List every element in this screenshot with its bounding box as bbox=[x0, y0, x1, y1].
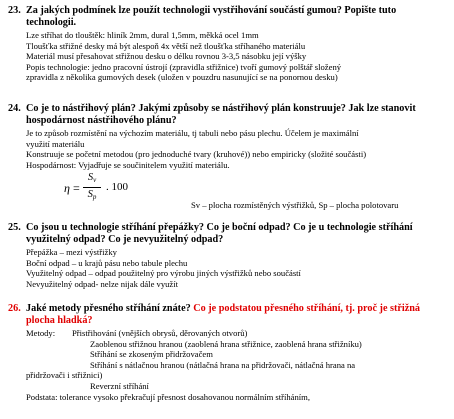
question-number: 25. bbox=[8, 222, 21, 233]
formula-equals: = bbox=[73, 181, 80, 196]
answer-line: Přepážka – mezi výstřižky bbox=[26, 247, 117, 257]
question-number: 23. bbox=[8, 5, 21, 16]
answer-line: Popis technologie: jedno pracovní ústrojí (zpravidla střižnice) tvoří gumový polštář složený bbox=[26, 61, 342, 72]
question-title: Co jsou u technologie stříhání přepážky? Co je boční odpad? Co je u technologie stříhání využitelný odpad? Co je nevyužitelný odpad? bbox=[26, 222, 413, 245]
question-25-heading bbox=[8, 222, 448, 246]
question-number: 26. bbox=[8, 303, 21, 314]
question-24 bbox=[8, 103, 448, 211]
question-title-black: Jaké metody přesného stříhání znáte? bbox=[26, 303, 194, 314]
answer-line: využití materiálu bbox=[26, 138, 85, 149]
question-number: 24. bbox=[8, 103, 21, 114]
answer-line: Boční odpad – u krajů pásu nebo tabule plechu bbox=[26, 257, 188, 268]
question-26-heading bbox=[8, 303, 448, 327]
fraction-bar bbox=[83, 187, 101, 188]
formula-eta: η bbox=[64, 181, 70, 196]
answer-24 bbox=[8, 128, 448, 170]
formula-denominator: Sp bbox=[87, 189, 97, 202]
answer-line: Využitelný odpad – odpad použitelný pro výrobu jiných výstřižků nebo součástí bbox=[26, 268, 301, 279]
answer-line: Hospodárnost: Vyjadřuje se součinitelem využití materiálu. bbox=[26, 159, 230, 170]
question-26 bbox=[8, 303, 448, 402]
formula-numerator: Sv bbox=[87, 172, 97, 185]
question-25 bbox=[8, 222, 448, 289]
answer-25 bbox=[8, 247, 448, 289]
question-23 bbox=[8, 5, 448, 83]
formula-multiplier: . 100 bbox=[106, 181, 128, 194]
methods-block bbox=[8, 328, 448, 370]
answer-line: Konstruuje se početní metodou (pro jednoduché tvary (kruhové)) nebo empiricky (složité součásti) bbox=[26, 149, 367, 160]
answer-23 bbox=[8, 30, 448, 83]
methods-list bbox=[66, 328, 362, 370]
question-title bbox=[8, 303, 448, 327]
answer-line: Je to způsob rozmístění na výchozím materiálu, tj tabuli nebo pásu plechu. Účelem je maximální bbox=[26, 128, 359, 138]
answer-26 bbox=[8, 328, 448, 402]
answer-line: Nevyužitelný odpad- nelze nijak dále využít bbox=[26, 278, 179, 289]
material-utilization-formula bbox=[8, 172, 448, 200]
method-item-continuation: přidržovači i střižnici) bbox=[26, 370, 103, 381]
method-item: Zaoblenou střižnou hranou (zaoblená hrana střižnice, zaoblená hrana střižníku) bbox=[90, 338, 362, 349]
method-item: Stříhání se zkoseným přidržovačem bbox=[90, 349, 213, 360]
question-title-red: Co je podstatou přesného stříhání, tj. proč je střižná plocha hladká? bbox=[26, 303, 421, 326]
formula-legend: Sv – plocha rozmístěných výstřižků, Sp – plocha polotovaru bbox=[191, 200, 399, 211]
methods-label: Metody: bbox=[26, 328, 56, 338]
question-24-heading bbox=[8, 103, 448, 127]
question-title: Za jakých podmínek lze použít technologii vystřihování součástí gumou? Popište tuto technologii. bbox=[26, 5, 397, 28]
method-item: Reverzní stříhání bbox=[90, 380, 149, 391]
answer-line: Lze stříhat do tlouštěk: hliník 2mm, dural 1,5mm, měkká ocel 1mm bbox=[26, 30, 259, 40]
question-title: Co je to nástřihový plán? Jakými způsoby se nástřihový plán konstruuje? Jak lze stanovit hospodárnost nástřihového plánu? bbox=[26, 103, 416, 126]
podstata-line: Podstata: tolerance vysoko překračují přesnost dosahovanou normálním stříháním, bbox=[26, 391, 311, 402]
formula-fraction bbox=[83, 172, 101, 203]
answer-line: Tloušťka střižné desky má být alespoň 4x větší než tloušťka stříhaného materiálu bbox=[26, 40, 306, 51]
method-item: Přistřihování (vnějších obrysů, děrovaných otvorů) bbox=[72, 328, 248, 338]
method-item: Stříhání s nátlačnou hranou (nátlačná hrana na přidržovači, nátlačná hrana na bbox=[90, 359, 356, 370]
question-23-heading bbox=[8, 5, 448, 29]
answer-line: zpravidla z několika gumových desek (uložen v pouzdru nasunující se na ponornou desku) bbox=[26, 72, 338, 83]
answer-line: Materiál musí přesahovat střižnou desku o délku rovnou 3-3,5 násobku její výšky bbox=[26, 51, 307, 62]
